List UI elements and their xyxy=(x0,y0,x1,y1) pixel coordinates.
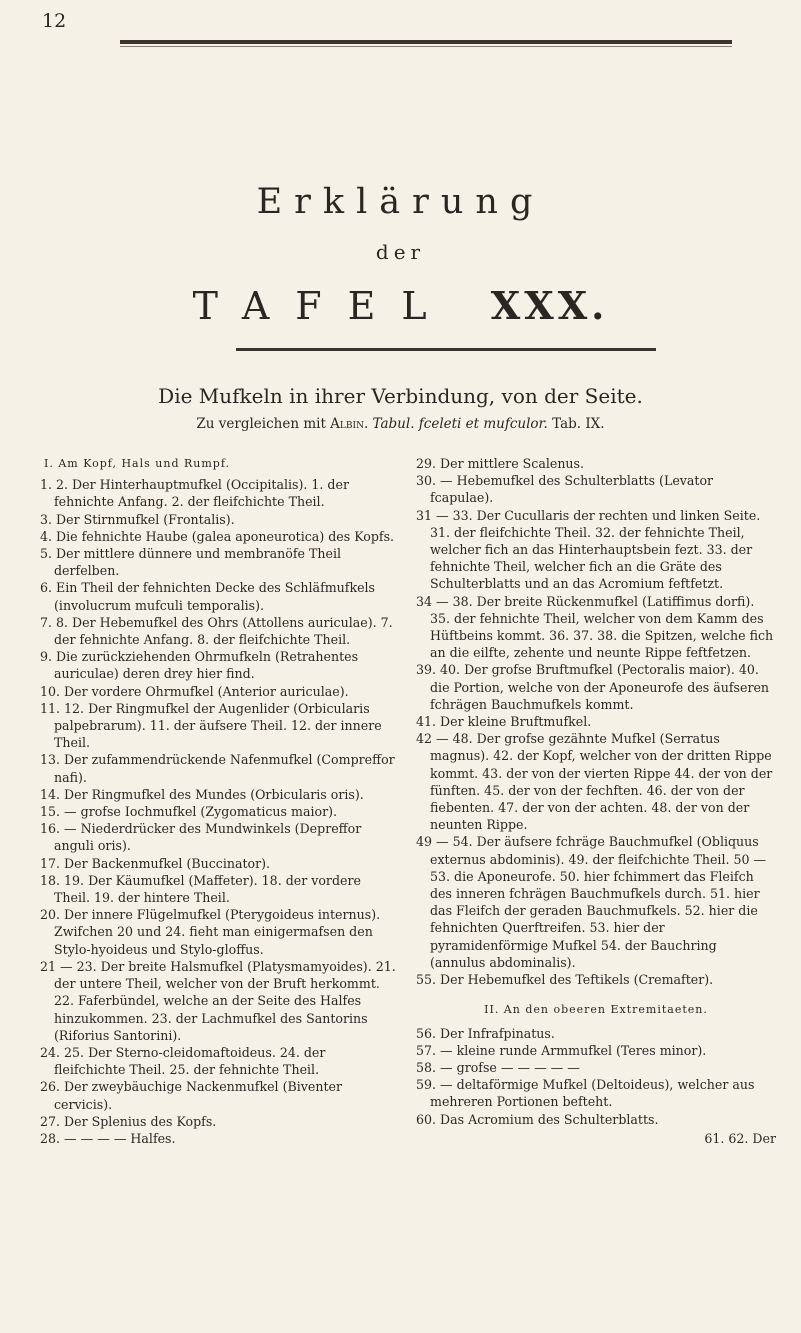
section-heading-head-neck-trunk: I. Am Kopf, Hals und Rumpf. xyxy=(44,457,231,470)
legend-entry: 42 — 48. Der grofse gezähnte Mufkel (Serratus magnus). 42. der Kopf, welcher von der dritten Rippe kommt. 43. der von der vierten Rippe 44. der von der fünften. 45. der von der fechften. 46. der von der fiebenten. 47. der von der achten. 48. der von der neunten Rippe. xyxy=(416,731,773,833)
legend-entry: 60. Das Acromium des Schulterblatts. xyxy=(416,1111,659,1127)
compare-prefix: Zu vergleichen mit xyxy=(196,416,326,432)
title-rule xyxy=(236,348,656,351)
legend-entry: 59. — deltaförmige Mufkel (Deltoideus), welcher aus mehreren Portionen befteht. xyxy=(416,1077,755,1110)
legend-entry: 24. 25. Der Sterno-cleidomaftoideus. 24. der fleifchichte Theil. 25. der fehnichte Theil. xyxy=(40,1044,326,1078)
catchword: 61. 62. Der xyxy=(704,1130,776,1146)
right-entry-list xyxy=(416,455,776,988)
legend-entry: 16. — Niederdrücker des Mundwinkels (Depreffor anguli oris). xyxy=(40,821,362,854)
top-rule xyxy=(120,40,732,44)
page-title: Erklärung xyxy=(256,182,545,222)
right-column xyxy=(416,455,776,1147)
plate-title xyxy=(0,283,801,328)
comparison-note xyxy=(0,416,801,432)
legend-entry: 56. Der Infrafpinatus. xyxy=(416,1025,555,1041)
legend-entry: 15. — grofse Iochmufkel (Zygomaticus maior). xyxy=(40,804,338,820)
legend-entry: 7. 8. Der Hebemufkel des Ohrs (Attollens auriculae). 7. der fehnichte Anfang. 8. der fleifchichte Theil. xyxy=(40,614,393,648)
legend-entry: 30. — Hebemufkel des Schulterblatts (Levator fcapulae). xyxy=(416,473,714,506)
legend-entry: 58. — grofse — — — — — xyxy=(416,1059,580,1075)
legend-entry: 17. Der Backenmufkel (Buccinator). xyxy=(40,855,271,871)
left-column xyxy=(40,455,400,1147)
plate-word: TAFEL xyxy=(192,284,453,328)
legend-entry: 26. Der zweybäuchige Nackenmufkel (Biventer cervicis). xyxy=(40,1079,342,1112)
left-entry-list xyxy=(40,476,400,1147)
legend-entry: 31 — 33. Der Cucullaris der rechten und linken Seite. 31. der fleifchichte Theil. 32. der fehnichte Theil, welcher fich an das Hinterhauptsbein fezt. 33. der fehnichte Theil, welcher fich an die Gräte des Schulterblatts und an das Acromium feftfetzt. xyxy=(416,507,761,592)
legend-entry: 20. Der innere Flügelmufkel (Pterygoideus internus). Zwifchen 20 und 24. fieht man einigermafsen den Stylo-hyoideus und Stylo-gloffus. xyxy=(40,907,381,957)
page-subtitle: der xyxy=(375,240,426,264)
legend-entry: 18. 19. Der Käumufkel (Maffeter). 18. der vordere Theil. 19. der hintere Theil. xyxy=(40,872,361,906)
legend-entry: 49 — 54. Der äufsere fchräge Bauchmufkel (Obliquus externus abdominis). 49. der fleifchichte Theil. 50 — 53. die Aponeurofe. 50. hier fchimmert das Fleifch des inneren fchrägen Bauchmufkels durch. 51. hier das Fleifch der geraden Bauchmufkels. 52. hier die fehnichten Querftreifen. 53. hier der pyramidenförmige Mufkel 54. der Bauchring (annulus abdominalis). xyxy=(416,834,767,970)
legend-entry: 41. Der kleine Bruftmufkel. xyxy=(416,714,592,730)
legend-entry: 4. Die fehnichte Haube (galea aponeurotica) des Kopfs. xyxy=(40,528,395,544)
legend-entry: 34 — 38. Der breite Rückenmufkel (Latiffimus dorfi). 35. der fehnichte Theil, welcher von dem Kamm des Hüftbeins kommt. 36. 37. 38. die Spitzen, welche fich an die eilfte, zehente und neunte Rippe feftfetzen. xyxy=(416,593,774,661)
legend-entry: 10. Der vordere Ohrmufkel (Anterior auriculae). xyxy=(40,683,349,699)
legend-entry: 14. Der Ringmufkel des Mundes (Orbicularis oris). xyxy=(40,786,364,802)
compare-author: Albin. xyxy=(330,416,369,432)
page-number: 12 xyxy=(42,10,67,32)
plate-heading: Die Mufkeln in ihrer Verbindung, von der Seite. xyxy=(158,384,643,408)
section-heading-upper-extremities: II. An den obeeren Extremitaeten. xyxy=(484,1003,708,1017)
legend-entry: 5. Der mittlere dünnere und membranöfe Theil derfelben. xyxy=(40,546,342,579)
legend-entry: 57. — kleine runde Armmufkel (Teres minor). xyxy=(416,1042,707,1058)
legend-entry: 3. Der Stirnmufkel (Frontalis). xyxy=(40,511,235,527)
top-rule-thin xyxy=(120,46,732,47)
legend-entry: 28. — — — — Halfes. xyxy=(40,1130,176,1146)
legend-entry: 39. 40. Der grofse Bruftmufkel (Pectoralis maior). 40. die Portion, welche von der Aponeurofe des äufseren fchrägen Bauchmufkels kommt. xyxy=(416,662,770,712)
legend-entry: 9. Die zurückziehenden Ohrmufkeln (Retrahentes auriculae) deren drey hier find. xyxy=(40,649,359,682)
legend-entry: 13. Der zufammendrückende Nafenmufkel (Compreffor nafi). xyxy=(40,752,395,785)
legend-entry: 55. Der Hebemufkel des Teftikels (Cremafter). xyxy=(416,972,714,988)
legend-entry: 11. 12. Der Ringmufkel der Augenlider (Orbicularis palpebrarum). 11. der äufsere Theil. 12. der innere Theil. xyxy=(40,700,382,751)
right-entry-list-2 xyxy=(416,1025,776,1128)
plate-number: XXX. xyxy=(490,283,609,328)
legend-entry: 6. Ein Theil der fehnichten Decke des Schläfmufkels (involucrum mufculi temporalis). xyxy=(40,580,376,613)
compare-suffix: Tab. IX. xyxy=(552,416,605,432)
legend-entry: 1. 2. Der Hinterhauptmufkel (Occipitalis). 1. der fehnichte Anfang. 2. der fleifchichte Theil. xyxy=(40,477,349,510)
legend-entry: 29. Der mittlere Scalenus. xyxy=(416,456,585,471)
compare-work: Tabul. fceleti et mufculor. xyxy=(372,416,548,432)
legend-entry: 21 — 23. Der breite Halsmufkel (Platysmamyoides). 21. der untere Theil, welcher von der Bruft herkommt. 22. Faferbündel, welche an der Seite des Halfes hinzukommen. 23. der Lachmufkel des Santorins (Riforius Santorini). xyxy=(40,958,396,1043)
legend-entry: 27. Der Splenius des Kopfs. xyxy=(40,1113,217,1129)
